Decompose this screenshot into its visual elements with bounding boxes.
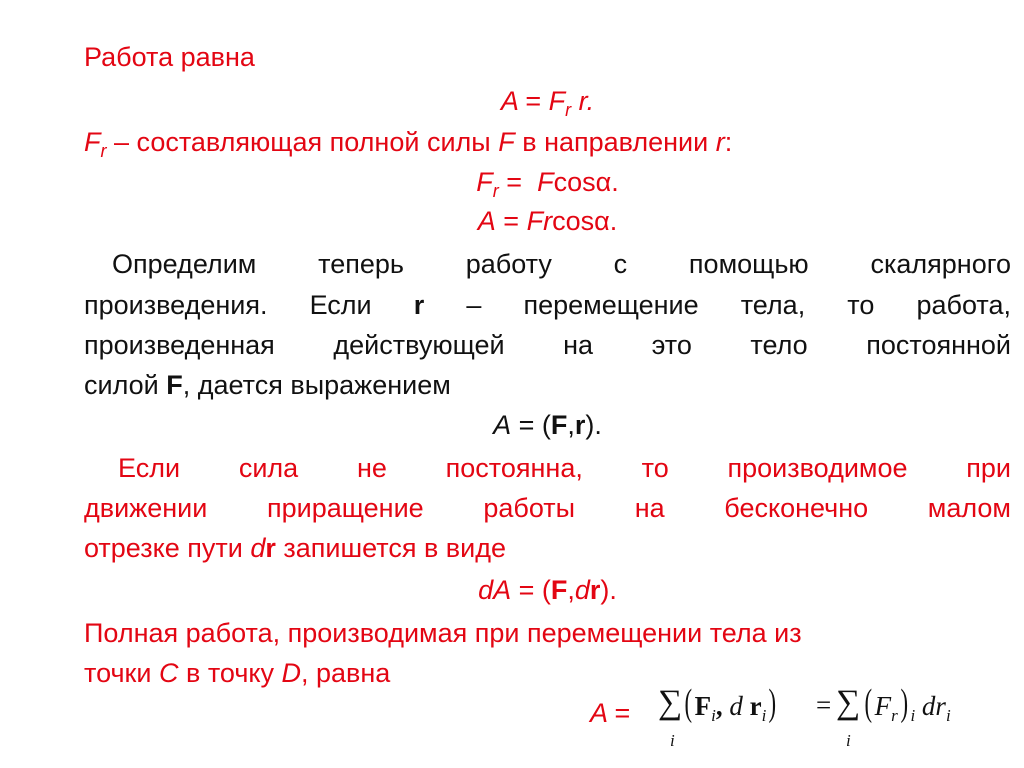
- p1-line2-r: r: [413, 290, 425, 320]
- intro-label: Работа равна: [84, 42, 255, 72]
- paragraph-1-line-4: [84, 366, 1011, 404]
- paragraph-3-line-1: [84, 614, 1011, 652]
- point-c: C: [158, 658, 179, 688]
- equals-sign: =: [816, 690, 832, 720]
- p3-line1-text: Полная работа, производимая при перемещении тела из: [84, 618, 802, 648]
- force-component-text: $F_r$ – составляющая полной силы F в направлении r:: [84, 127, 733, 161]
- sum-sign-2: ∑: [836, 684, 861, 721]
- paragraph-1-line-1: [84, 245, 1011, 283]
- p1-line3-text: произведенная действующей на это тело постоянной: [84, 330, 1011, 360]
- p2-line1-text: Если сила не постоянна, то производимое при: [118, 453, 1011, 483]
- p2-line2-text: движении приращение работы на бесконечно малом: [84, 493, 1011, 523]
- p3-line2-b: в точку: [185, 658, 274, 688]
- p1-line4-b: , дается выражением: [182, 370, 451, 400]
- p2-line3-b: запишется в виде: [283, 533, 506, 563]
- force-component-desc: – составляющая полной силы: [114, 127, 491, 157]
- formula-total-work: [590, 682, 1010, 752]
- paragraph-2-line-1: [84, 449, 1011, 487]
- formula-scalar: A = (F,r).: [493, 410, 602, 440]
- p2-line3-r: r: [265, 533, 276, 563]
- force-component-symbol: $F_r$: [84, 127, 107, 161]
- p2-line3-d: d: [250, 533, 266, 563]
- sum-term-2: $(F_r)$ $_i$ $dr_i$: [864, 682, 951, 725]
- sum-term-1: ($F_i$, d $r_i$): [684, 682, 777, 725]
- sum-index-2: i: [846, 731, 851, 750]
- sum-sign-1: ∑: [658, 684, 683, 721]
- formula-fr: $F_r = Fcos\alpha$.: [476, 167, 619, 201]
- formula-work-text: $A = F_r$ r.: [500, 86, 595, 120]
- paragraph-2-line-2: [84, 489, 1011, 527]
- p1-line1-text: Определим теперь работу с помощью скалярного: [112, 249, 1011, 279]
- r-symbol: r: [715, 127, 725, 157]
- paragraph-2-line-3: [84, 529, 1011, 567]
- p1-line4-a: силой: [84, 370, 159, 400]
- formula-frcos: A = Frcosα.: [477, 206, 618, 236]
- force-symbol: F: [498, 127, 515, 157]
- p2-line3-a: отрезке пути: [84, 533, 243, 563]
- p1-line2-rest: – перемещение тела, то работа,: [466, 290, 1011, 320]
- p1-line4-F: F: [166, 370, 183, 400]
- formula-total-lhs: A =: [590, 698, 631, 728]
- direction-text: в направлении: [522, 127, 709, 157]
- p1-line2-a: произведения. Если: [84, 290, 372, 320]
- formula-work: [84, 82, 1011, 120]
- point-d: D: [281, 658, 302, 688]
- intro-text: [84, 38, 1011, 76]
- paragraph-1-line-2: [84, 286, 1011, 324]
- sum-index-1: i: [670, 731, 675, 750]
- paragraph-1-line-3: [84, 326, 1011, 364]
- p3-line2-c: , равна: [301, 658, 391, 688]
- formula-differential: dA = (F,dr).: [478, 575, 617, 605]
- p3-line2-a: точки: [84, 658, 152, 688]
